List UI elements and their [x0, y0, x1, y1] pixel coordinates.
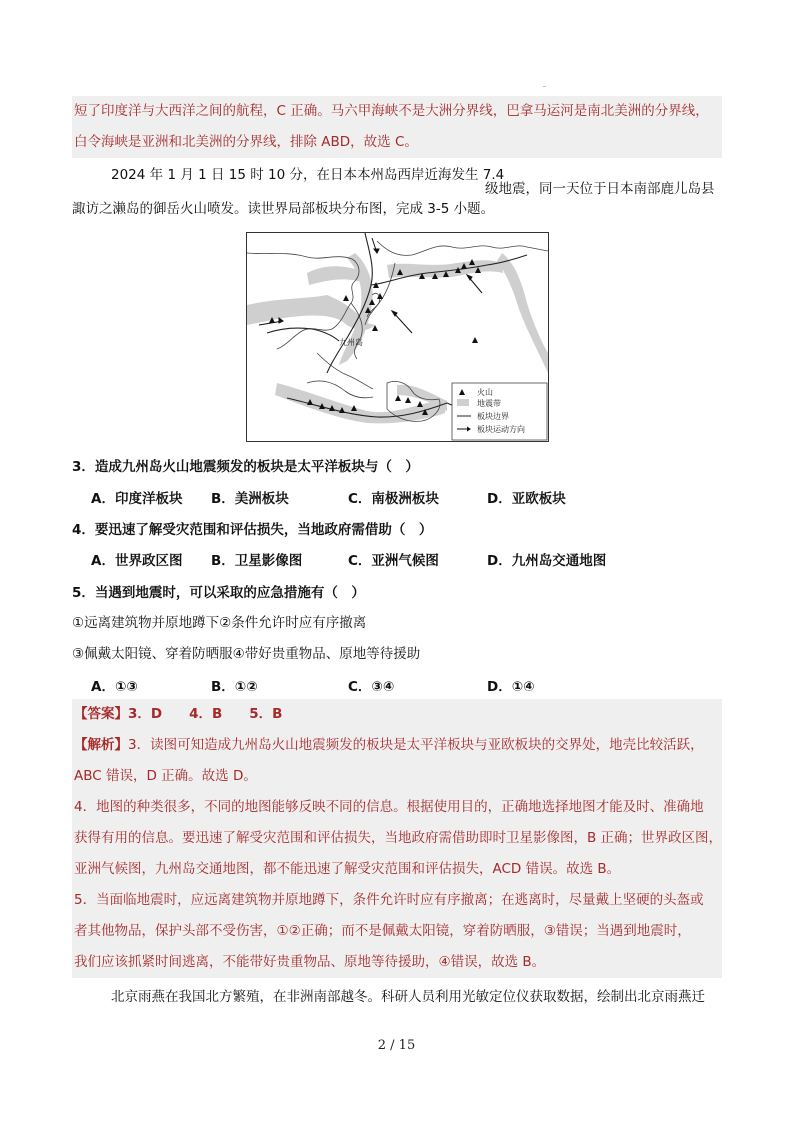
page-number: 2 / 15	[377, 1038, 416, 1053]
legend-plate-boundary: 板块边界	[477, 412, 509, 421]
q4-option-d: D．九州岛交通地图	[487, 553, 607, 569]
analysis-p5-line1: 5．当面临地震时，应远离建筑物并原地蹲下，条件允许时应有序撤离；在逃离时，尽量戴上坚硬的头盔或	[74, 892, 704, 908]
analysis-p5-line2: 者其他物品，保护头部不受伤害，①②正确；而不是佩戴太阳镜，穿着防晒服，③错误；当遇到地震时，	[74, 923, 691, 939]
legend-volcano: 火山	[477, 388, 493, 397]
next-intro: 北京雨燕在我国北方繁殖，在非洲南部越冬。科研人员利用光敏定位仪获取数据，绘制出北京雨燕迁	[111, 989, 705, 1005]
q3-option-d: D．亚欧板块	[487, 491, 566, 507]
q4-option-c: C．亚洲气候图	[348, 553, 439, 569]
analysis-p3-line2: ABC 错误，D 正确。故选 D。	[74, 768, 257, 784]
answer-text: 3．D 4．B 5．B	[128, 706, 283, 722]
q3-option-b: B．美洲板块	[211, 491, 289, 507]
answer-analysis-block	[72, 699, 722, 978]
intro-line2: 諏访之濑岛的御岳火山喷发。读世界局部板块分布图，完成 3-5 小题。	[72, 201, 495, 217]
map-label-kyushu: 九州岛	[339, 338, 363, 347]
question-5-stem: 5．当遇到地震时，可以采取的应急措施有（ ）	[72, 585, 365, 601]
plate-map	[246, 232, 549, 442]
q3-option-a: A．印度洋板块	[91, 491, 183, 507]
analysis-label: 【解析】	[74, 737, 128, 753]
q4-option-b: B．卫星影像图	[211, 553, 303, 569]
legend-plate-motion: 板块运动方向	[477, 425, 525, 434]
q5-option-a: A．①③	[91, 679, 138, 695]
q5-statement-2: ③佩戴太阳镜、穿着防晒服④带好贵重物品、原地等待援助	[72, 646, 421, 662]
analysis-p4-line2: 获得有用的信息。要迅速了解受灾范围和评估损失，当地政府需借助即时卫星影像图，B 正确；世界政区图，	[74, 830, 723, 846]
intro-line1b: 级地震，同一天位于日本南部鹿儿岛县	[485, 181, 715, 197]
analysis-p3-line1: 【解析】3．读图可知造成九州岛火山地震频发的板块是太平洋板块与亚欧板块的交界处，地壳比较活跃，	[74, 737, 704, 753]
question-3-stem: 3．造成九州岛火山地震频发的板块是太平洋板块与（ ）	[72, 459, 419, 475]
prev-answer-block	[72, 96, 722, 158]
intro-line1a: 2024 年 1 月 1 日 15 时 10 分，在日本本州岛西岸近海发生 7.4	[111, 167, 505, 183]
question-4-stem: 4．要迅速了解受灾范围和评估损失，当地政府需借助（ ）	[72, 522, 433, 538]
q5-option-d: D．①④	[487, 679, 535, 695]
q5-statement-1: ①远离建筑物并原地蹲下②条件允许时应有序撤离	[72, 615, 367, 631]
answer-label: 【答案】	[74, 706, 128, 722]
prev-answer-line2: 白令海峡是亚洲和北美洲的分界线，排除 ABD，故选 C。	[74, 134, 418, 150]
q3-option-c: C．南极洲板块	[348, 491, 439, 507]
q5-option-b: B．①②	[211, 679, 258, 695]
q4-option-a: A．世界政区图	[91, 553, 183, 569]
map-legend	[452, 383, 547, 440]
analysis-p4-line3: 亚洲气候图，九州岛交通地图，都不能迅速了解受灾范围和评估损失，ACD 错误。故选 B。	[74, 861, 621, 877]
q5-option-c: C．③④	[348, 679, 395, 695]
answer-line	[72, 699, 722, 730]
scan-mark	[543, 86, 546, 87]
analysis-p5-line3: 我们应该抓紧时间逃离，不能带好贵重物品、原地等待援助，④错误，故选 B。	[74, 954, 546, 970]
legend-seismic-belt: 地震带	[477, 399, 501, 408]
prev-answer-line1: 短了印度洋与大西洋之间的航程，C 正确。马六甲海峡不是大洲分界线，巴拿马运河是南北美洲的分界线，	[74, 103, 709, 119]
analysis-p4-line1: 4．地图的种类很多，不同的地图能够反映不同的信息。根据使用目的，正确地选择地图才能及时、准确地	[74, 799, 704, 815]
